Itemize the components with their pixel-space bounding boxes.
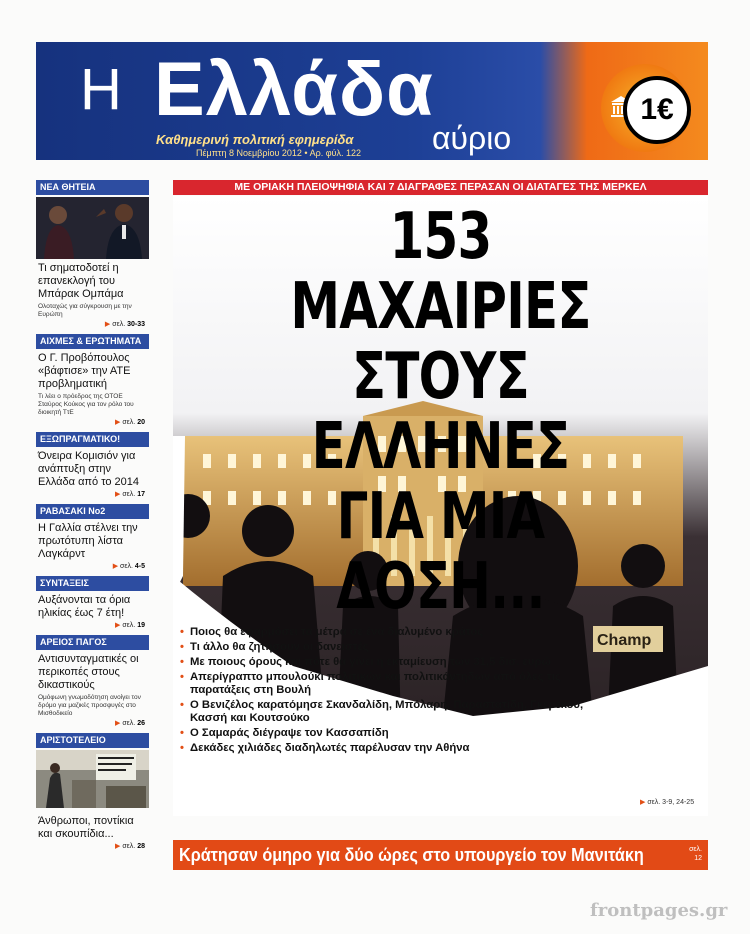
page-ref-pages: 28	[137, 843, 145, 850]
sidebar-item[interactable]	[36, 432, 149, 498]
arrow-icon: ▶	[115, 419, 121, 426]
headline-line: ΓΙΑ ΜΙΑ ΔΟΣΗ...	[336, 480, 545, 624]
arrow-icon: ▶	[104, 321, 111, 328]
page-ref-label: σελ.	[120, 563, 133, 570]
university-photo	[36, 750, 149, 812]
page-ref	[36, 718, 149, 727]
bullet-item	[180, 641, 600, 654]
sidebar-item[interactable]	[36, 635, 149, 727]
page-ref-pages: 17	[137, 491, 145, 498]
sidebar-item[interactable]	[36, 504, 149, 570]
bullet-text: Απερίγραπτο μπουλούκι πολιτικών και πολιτικάντηδων από όλες τις παρατάξεις στη Βουλή	[190, 671, 561, 696]
page-ref	[36, 620, 149, 629]
page-ref-pages: 26	[137, 720, 145, 727]
page-ref-pages: 20	[137, 419, 145, 426]
logo-title: Ελλάδα	[154, 47, 434, 132]
arrow-icon: ▶	[115, 720, 121, 727]
sidebar-item-title: Όνειρα Κομισιόν για ανάπτυξη στην Ελλάδα από το 2014	[38, 450, 140, 488]
bullet-item	[180, 727, 600, 740]
sidebar-item-head: ΝΕΑ ΘΗΤΕΙΑ	[36, 180, 149, 195]
arrow-icon: ▶	[640, 799, 646, 806]
arrow-icon: ▶	[115, 622, 121, 629]
bottom-story-bar[interactable]	[173, 840, 708, 870]
price-label: 1€	[623, 76, 691, 144]
page-ref-label: σελ.	[122, 843, 136, 850]
dateline: Πέμπτη 8 Νοεμβρίου 2012 • Αρ. φύλ. 122	[196, 148, 361, 158]
kicker: ΜΕ ΟΡΙΑΚΗ ΠΛΕΙΟΨΗΦΙΑ ΚΑΙ 7 ΔΙΑΓΡΑΦΕΣ ΠΕΡΑΣΑΝ ΟΙ ΔΙΑΤΑΓΕΣ ΤΗΣ ΜΕΡΚΕΛ	[173, 180, 708, 195]
bullet-icon: •	[180, 656, 184, 668]
bullet-text: Ο Σαμαράς διέγραψε τον Κασσαπίδη	[190, 727, 389, 739]
bullet-text: Τι άλλο θα ζητήσουν οι δανειστές	[190, 641, 369, 653]
main-headline	[232, 202, 649, 622]
sidebar-item-text: Ολοταχώς για σύγκρουση με την Ευρώπη	[38, 303, 132, 318]
sidebar-item[interactable]	[36, 576, 149, 629]
obama-photo	[36, 197, 149, 259]
bullet-icon: •	[180, 671, 184, 683]
page-ref-label: σελ.	[112, 321, 126, 328]
bullet-item	[180, 656, 600, 669]
bullet-text: Ποιος θα εφαρμόσει τα μέτρα σε ένα διαλυμένο κράτος	[190, 626, 484, 638]
sidebar	[36, 180, 149, 850]
sidebar-item[interactable]	[36, 334, 149, 426]
sidebar-item-title: Άνθρωποι, ποντίκια και σκουπίδια...	[38, 815, 134, 840]
sidebar-item-head: ΑΙΧΜΕΣ & ΕΡΩΤΗΜΑΤΑ	[36, 334, 149, 349]
headline-line: 153 ΜΑΧΑΙΡΙΕΣ	[290, 200, 591, 344]
logo-suffix: αύριο	[432, 120, 512, 156]
arrow-icon: ▶	[115, 843, 121, 850]
sidebar-item-head: ΕΞΩΠΡΑΓΜΑΤΙΚΟ!	[36, 432, 149, 447]
bullet-list	[180, 626, 600, 757]
page-ref	[36, 417, 149, 426]
bottom-ref-page: 12	[694, 855, 702, 862]
price-badge	[601, 64, 689, 152]
watermark: frontpages.gr	[590, 900, 728, 921]
page-ref	[36, 489, 149, 498]
photo-sign-text: Champ	[597, 632, 652, 649]
main-page-ref-text: σελ. 3-9, 24-25	[647, 799, 695, 806]
page-ref-label: σελ.	[122, 720, 136, 727]
logo-prefix: Η	[80, 57, 122, 122]
bullet-text: Ο Βενιζέλος καρατόμησε Σκανδαλίδη, Μπόλαρη, Παραστατίδη, Γκερέκου, Κασσή και Κουτσούκο	[190, 699, 584, 724]
page-ref-label: σελ.	[122, 491, 136, 498]
bullet-item	[180, 742, 600, 755]
bullet-icon: •	[180, 699, 184, 711]
page-ref	[36, 841, 149, 850]
sidebar-item-head: ΑΡΕΙΟΣ ΠΑΓΟΣ	[36, 635, 149, 650]
sidebar-item-title: Τι σηματοδοτεί η επανεκλογή του Μπάρακ Ομπάμα	[38, 262, 124, 300]
sidebar-item[interactable]	[36, 733, 149, 850]
bullet-text: Δεκάδες χιλιάδες διαδηλωτές παρέλυσαν την Αθήνα	[190, 742, 470, 754]
page-ref-label: σελ.	[122, 622, 136, 629]
sidebar-item-head: ΡΑΒΑΣΑΚΙ Νο2	[36, 504, 149, 519]
page-ref	[36, 561, 149, 570]
arrow-icon: ▶	[115, 491, 121, 498]
bullet-icon: •	[180, 641, 184, 653]
bullet-icon: •	[180, 742, 184, 754]
tagline: Καθημερινή πολιτική εφημερίδα	[156, 132, 354, 147]
sidebar-item-title: Η Γαλλία στέλνει την πρωτότυπη λίστα Λαγκάρντ	[38, 522, 138, 560]
masthead	[36, 42, 708, 160]
bottom-story-title: Κράτησαν όμηρο για δύο ώρες στο υπουργείο τον Μανιτάκη	[179, 845, 644, 865]
bullet-item	[180, 699, 600, 725]
bullet-item	[180, 626, 600, 639]
bullet-text: Με ποιους όρους και πότε θα γίνει η εκταμίευση των 31,5 δισ. ευρώ	[190, 656, 552, 668]
sidebar-item-title: Αυξάνονται τα όρια ηλικίας έως 7 έτη!	[38, 594, 131, 619]
bullet-item	[180, 671, 600, 697]
page-ref-pages: 4-5	[134, 563, 145, 570]
arrow-icon: ▶	[112, 563, 119, 570]
sidebar-item-title: Αντισυνταγματικές οι περικοπές στους δικαστικούς	[38, 653, 139, 691]
bottom-page-ref	[689, 845, 702, 863]
headline-line: ΣΤΟΥΣ ΕΛΛΗΝΕΣ	[311, 340, 570, 484]
sidebar-item[interactable]	[36, 180, 149, 328]
page-ref-pages: 19	[137, 622, 145, 629]
sidebar-item-text: Τι λέει ο πρόεδρος της ΟΤΟΕ Σταύρος Κούκος για τον ρόλο του διοικητή ΤτΕ	[38, 393, 134, 416]
page-ref	[36, 319, 149, 328]
sidebar-item-head: ΑΡΙΣΤΟΤΕΛΕΙΟ	[36, 733, 149, 748]
page-ref-label: σελ.	[122, 419, 136, 426]
sidebar-item-title: Ο Γ. Προβόπουλος «βάφτισε» την ΑΤΕ προβληματική	[38, 352, 131, 390]
bullet-icon: •	[180, 626, 184, 638]
sidebar-item-text: Ομόφωνη γνωμοδότηση ανοίγει τον δρόμο για μαζικές προσφυγές στο Μισθοδικείο	[38, 694, 141, 717]
main-page-ref	[640, 798, 694, 806]
page-ref-pages: 30-33	[127, 321, 145, 328]
bullet-icon: •	[180, 727, 184, 739]
sidebar-item-head: ΣΥΝΤΑΞΕΙΣ	[36, 576, 149, 591]
bottom-ref-label: σελ.	[689, 846, 702, 853]
